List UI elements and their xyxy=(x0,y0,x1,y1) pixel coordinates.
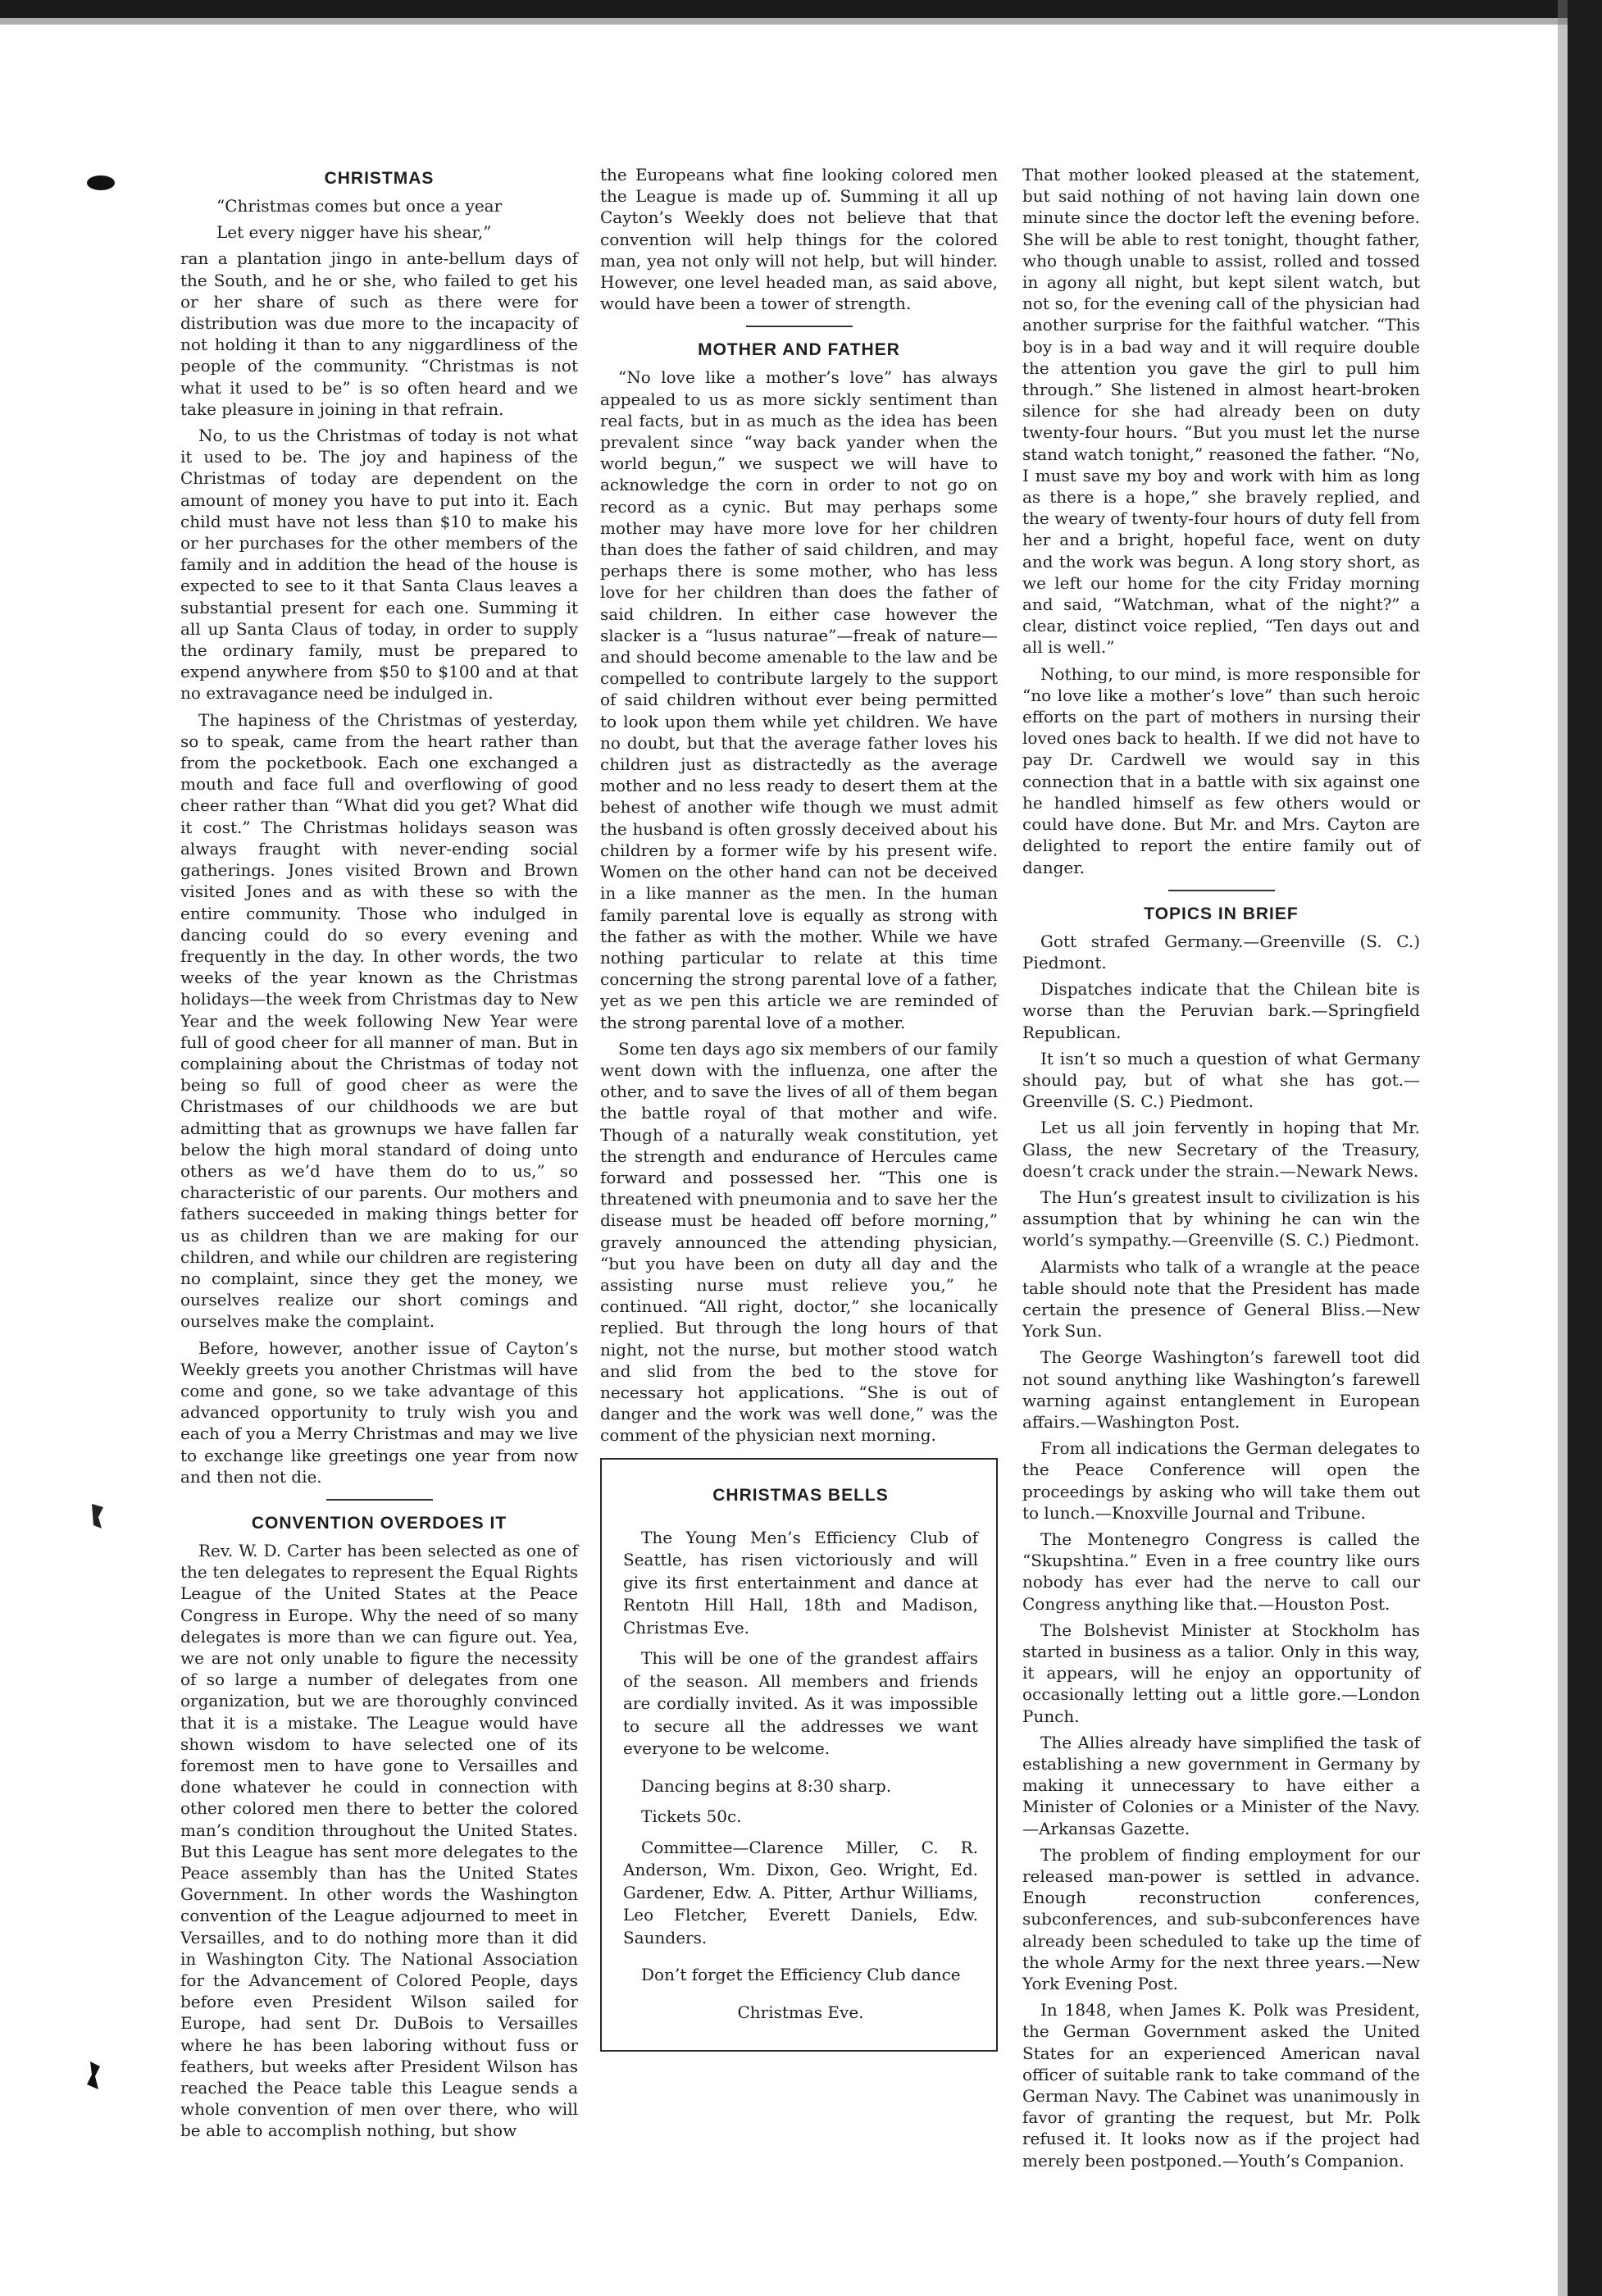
ticket-price: Tickets 50c. xyxy=(641,1806,742,1827)
paragraph: The hapiness of the Christmas of yesterday, so to speak, came from the heart rather than from the pocketbook. Each one exchanged a mouth and face full and overflowing of good cheer rather than “What did you get? What did it cost.” The Christmas holidays season was always fraught with never-ending social gatherings. Jones visited Brown and Brown visited Jones and as with these so with the entire community. Those who indulged in dancing could do so every evening and frequently in the day. In other words, the two weeks of the year known as the Christmas holidays—the week from Christmas day to New Year and the week following New Year were full of good cheer for all manner of man. But in complaining about the Christmas of today not being so full of good cheer as were the Christmases of our childhoods we are but admitting that as grownups we have fallen far below the high moral standard of doing unto others as we’d have them do to us,” so characteristic of our parents. Our mothers and fathers succeeded in making things better for us as children than we are making for our children, and while our children are registering no complaint, since they get the money, we ourselves realize our short comings and ourselves make the complaint. xyxy=(180,709,578,1332)
topic-item: It isn’t so much a question of what Germany should pay, but of what she has got.—Greenville (S. C.) Piedmont. xyxy=(1022,1048,1420,1112)
dance-time: Dancing begins at 8:30 sharp. xyxy=(641,1775,892,1796)
left-column xyxy=(180,164,578,2147)
topic-item: The George Washington’s farewell toot did not sound anything like Washington’s farewell warning against entanglement in European affairs.—Washington Post. xyxy=(1022,1347,1420,1432)
divider xyxy=(326,1499,433,1501)
topic-item: In 1848, when James K. Polk was President, the German Government asked the United States for an experienced American naval officer of suitable rank to take command of the German Navy. The Cabinet was unanimously in favor of granting the request, but Mr. Polk refused it. It looks now as if the project had merely been postponed.—Youth’s Companion. xyxy=(1022,2000,1420,2171)
margin-mark xyxy=(82,2058,105,2093)
divider xyxy=(746,326,853,327)
topic-item: The Hun’s greatest insult to civilization is his assumption that by whining he can win the world’s sympathy.—Greenville (S. C.) Piedmont. xyxy=(1022,1187,1420,1250)
topic-item: From all indications the German delegates to the Peace Conference will open the proceedings by asking who will take them out to lunch.—Knoxville Journal and Tribune. xyxy=(1022,1438,1420,1523)
topic-item: Let us all join fervently in hoping that Mr. Glass, the new Secretary of the Treasury, doesn’t crack under the strain.—Newark News. xyxy=(1022,1118,1420,1181)
article-title-christmas-bells: CHRISTMAS BELLS xyxy=(712,1485,889,1505)
paragraph: the Europeans what fine looking colored men the League is made up of. Summing it all up Cayton’s Weekly does not believe that that convention will help things for the colored man, yea not only will not help, but will hinder. However, one level headed man, as said above, would have been a tower of strength. xyxy=(600,165,998,314)
article-title-mother-and-father: MOTHER AND FATHER xyxy=(698,340,900,360)
article-title-convention: CONVENTION OVERDOES IT xyxy=(251,1513,507,1533)
paragraph: Rev. W. D. Carter has been selected as one of the ten delegates to represent the Equal Rights League of the United States at the Peace Congress in Europe. Why the need of so many delegates is more than we can figure out. Yea, we are not only unable to figure the necessity of so large a number of delegates from one organization, but we are thoroughly convinced that it is a mistake. The League would have shown wisdom to have selected one of its foremost men to have gone to Versailles and done whatever he could in connection with other colored men there to better the colored man’s condition throughout the United States. But this League has sent more delegates to the Peace assembly than has the United States Government. In other words the Washington convention of the League adjourned to meet in Versailles, and to do nothing more than it did in Washington City. The National Association for the Advancement of Colored People, days before even President Wilson sailed for Europe, had sent Dr. DuBois to Versailles where he has been laboring without fuss or feathers, but weeks after President Wilson has reached the Peace table this League sends a whole convention of men over there, who will be able to accomplish nothing, but show xyxy=(180,1540,578,2141)
paragraph: That mother looked pleased at the statement, but said nothing of not having lain down one minute since the doctor left the evening before. She will be able to rest tonight, thought father, who though unable to assist, rolled and tossed in agony all night, but kept silent watch, but not so, for the evening call of the physician had another surprise for the faithful watcher. “This boy is in a bad way and it will require double the attention you gave the girl to pull him through.” She listened in almost heart-broken silence for she had already been on duty twenty-four hours. “But you must let the nurse stand watch tonight,” reasoned the father. “No, I must save my boy and work with him as long as there is a hope,” she bravely replied, and the weary of twenty-four hours of duty fell from her and a bright, hopeful face, went on duty and the work was begun. A long story short, as we left our home for the city Friday morning and said, “Watchman, what of the night?” a clear, distinct voice replied, “Ten days out and all is well.” xyxy=(1022,165,1420,658)
paragraph: No, to us the Christmas of today is not what it used to be. The joy and hapiness of the Christmas of today are dependent on the amount of money you have to put into it. Each child must have not less than $10 to make his or her purchases for the other members of the family and in addition the head of the house is expected to see to it that Santa Claus leaves a substantial present for each one. Summing it all up Santa Claus of today, in order to supply the ordinary family, must be prepared to expend anywhere from $50 to $100 and at that no extravagance need be indulged in. xyxy=(180,426,578,704)
topic-item: Gott strafed Germany.—Greenville (S. C.) Piedmont. xyxy=(1022,931,1420,973)
verse-line: Let every nigger have his shear,” xyxy=(216,222,492,243)
margin-mark xyxy=(84,172,117,194)
topic-item: The Bolshevist Minister at Stockholm has started in business as a talior. Only in this way, it appears, will he enjoy an opportunity of occasionally letting out a little gore.—London Punch. xyxy=(1022,1620,1420,1726)
article-title-topics-in-brief: TOPICS IN BRIEF xyxy=(1144,904,1299,923)
topics-list xyxy=(1022,931,1420,2171)
topic-item: Dispatches indicate that the Chilean bite is worse than the Peruvian bark.—Springfield Republican. xyxy=(1022,979,1420,1042)
article-title-christmas: CHRISTMAS xyxy=(324,169,435,188)
paragraph: Nothing, to our mind, is more responsible for “no love like a mother’s love” than such heroic efforts on the part of mothers in nursing their loved ones back to health. If we did not have to pay Dr. Cardwell we would say in this connection that in a battle with six against one he handled himself as few others would or could have done. But Mr. and Mrs. Cayton are delighted to report the entire family out of danger. xyxy=(1022,663,1420,877)
paragraph: Before, however, another issue of Cayton’s Weekly greets you another Christmas will have come and gone, so we take advantage of this advanced opportunity to truly wish you and each of you a Merry Christmas and may we live to exchange like greetings one year from now and then not die. xyxy=(180,1337,578,1487)
right-column xyxy=(1022,164,1420,2176)
topic-item: The Montenegro Congress is called the “Skupshtina.” Even in a free country like ours nobody has ever had the nerve to call our Congress anything like that.—Houston Post. xyxy=(1022,1528,1420,1614)
paragraph: “No love like a mother’s love” has always appealed to us as more sickly sentiment than real facts, but in as much as the idea has been prevalent since “way back yander when the world begun,” we suspect we will have to acknowledge the corn in order to not go on record as a cynic. But may perhaps some mother may have more love for her children than does the father of said children, and may perhaps there is some mother, who has less love for her children than does the father of said children. In either case however the slacker is a “lusus naturae”—freak of nature—and should become amenable to the law and be compelled to contribute largely to the support of said children without ever being permitted to look upon them while yet children. We have no doubt, but that the average father loves his children just as distractedly as the average mother and no less ready to desert them at the behest of another wife though we must admit the husband is often grossly deceived about his children by a former wife by his present wife. Women on the other hand can not be deceived in a like manner as the men. In the human family parental love is equally as strong with the father as with the mother. While we have nothing particular to relate at this time concerning the strong parental love of a father, yet as we pen this article we are reminded of the strong parental love of a mother. xyxy=(600,367,998,1032)
paragraph: The Young Men’s Efficiency Club of Seattle, has risen victoriously and will give its first entertainment and dance at Rentotn Hill Hall, 18th and Madison, Christmas Eve. xyxy=(623,1527,978,1638)
topic-item: The Allies already have simplified the task of establishing a new government in Germany by making it unnecessary to have either a Minister of Colonies or a Minister of the Navy.—Arkansas Gazette. xyxy=(1022,1732,1420,1838)
reminder-date: Christmas Eve. xyxy=(737,2002,864,2022)
paragraph: ran a plantation jingo in ante-bellum days of the South, and he or she, who failed to get his or her share of such as there were for distribution was due more to the incapacity of not holding it than to any niggardliness of the people of the community. “Christmas is not what it used to be” is so often heard and we take pleasure in joining in that refrain. xyxy=(180,248,578,419)
reminder: Don’t forget the Efficiency Club dance xyxy=(641,1965,961,1985)
paragraph: Some ten days ago six members of our family went down with the influenza, one after the other, and to save the lives of all of them began the battle royal of that mother and wife. Though of a naturally weak constitution, yet the strength and endurance of Hercules came forward and possessed her. “This one is threatened with pneumonia and to save her the disease must be headed off before morning,” gravely announced the attending physician, “but you have been on duty all day and the assisting nurse must relieve you,” he continued. “All right, doctor,” she locanically replied. But through the long hours of that night, not the nurse, but mother stood watch and slid from the bed to the stove for necessary hot applications. “She is out of danger and the work was well done,” was the comment of the physician next morning. xyxy=(600,1038,998,1446)
topic-item: The problem of finding employment for our released man-power is settled in advance. Enough reconstruction conferences, subconferences, and sub-subconferences have already been scheduled to take up the time of the whole Army for the next three years.—New York Evening Post. xyxy=(1022,1844,1420,1994)
topic-item: Alarmists who talk of a wrangle at the peace table should note that the President has made certain the presence of General Bliss.—New York Sun. xyxy=(1022,1256,1420,1342)
verse-line: “Christmas comes but once a year xyxy=(216,196,503,216)
margin-mark xyxy=(89,1501,107,1533)
middle-column xyxy=(600,164,998,2052)
divider xyxy=(1168,890,1275,891)
committee-list: Committee—Clarence Miller, C. R. Anderson, Wm. Dixon, Geo. Wright, Ed. Gardener, Edw. A. Pitter, Arthur Williams, Leo Fletcher, Everett Daniels, Edw. Saunders. xyxy=(623,1837,978,1947)
paragraph: This will be one of the grandest affairs of the season. All members and friends are cordially invited. As it was impossible to secure all the addresses we want everyone to be welcome. xyxy=(623,1648,978,1759)
christmas-bells-box xyxy=(600,1458,998,2052)
